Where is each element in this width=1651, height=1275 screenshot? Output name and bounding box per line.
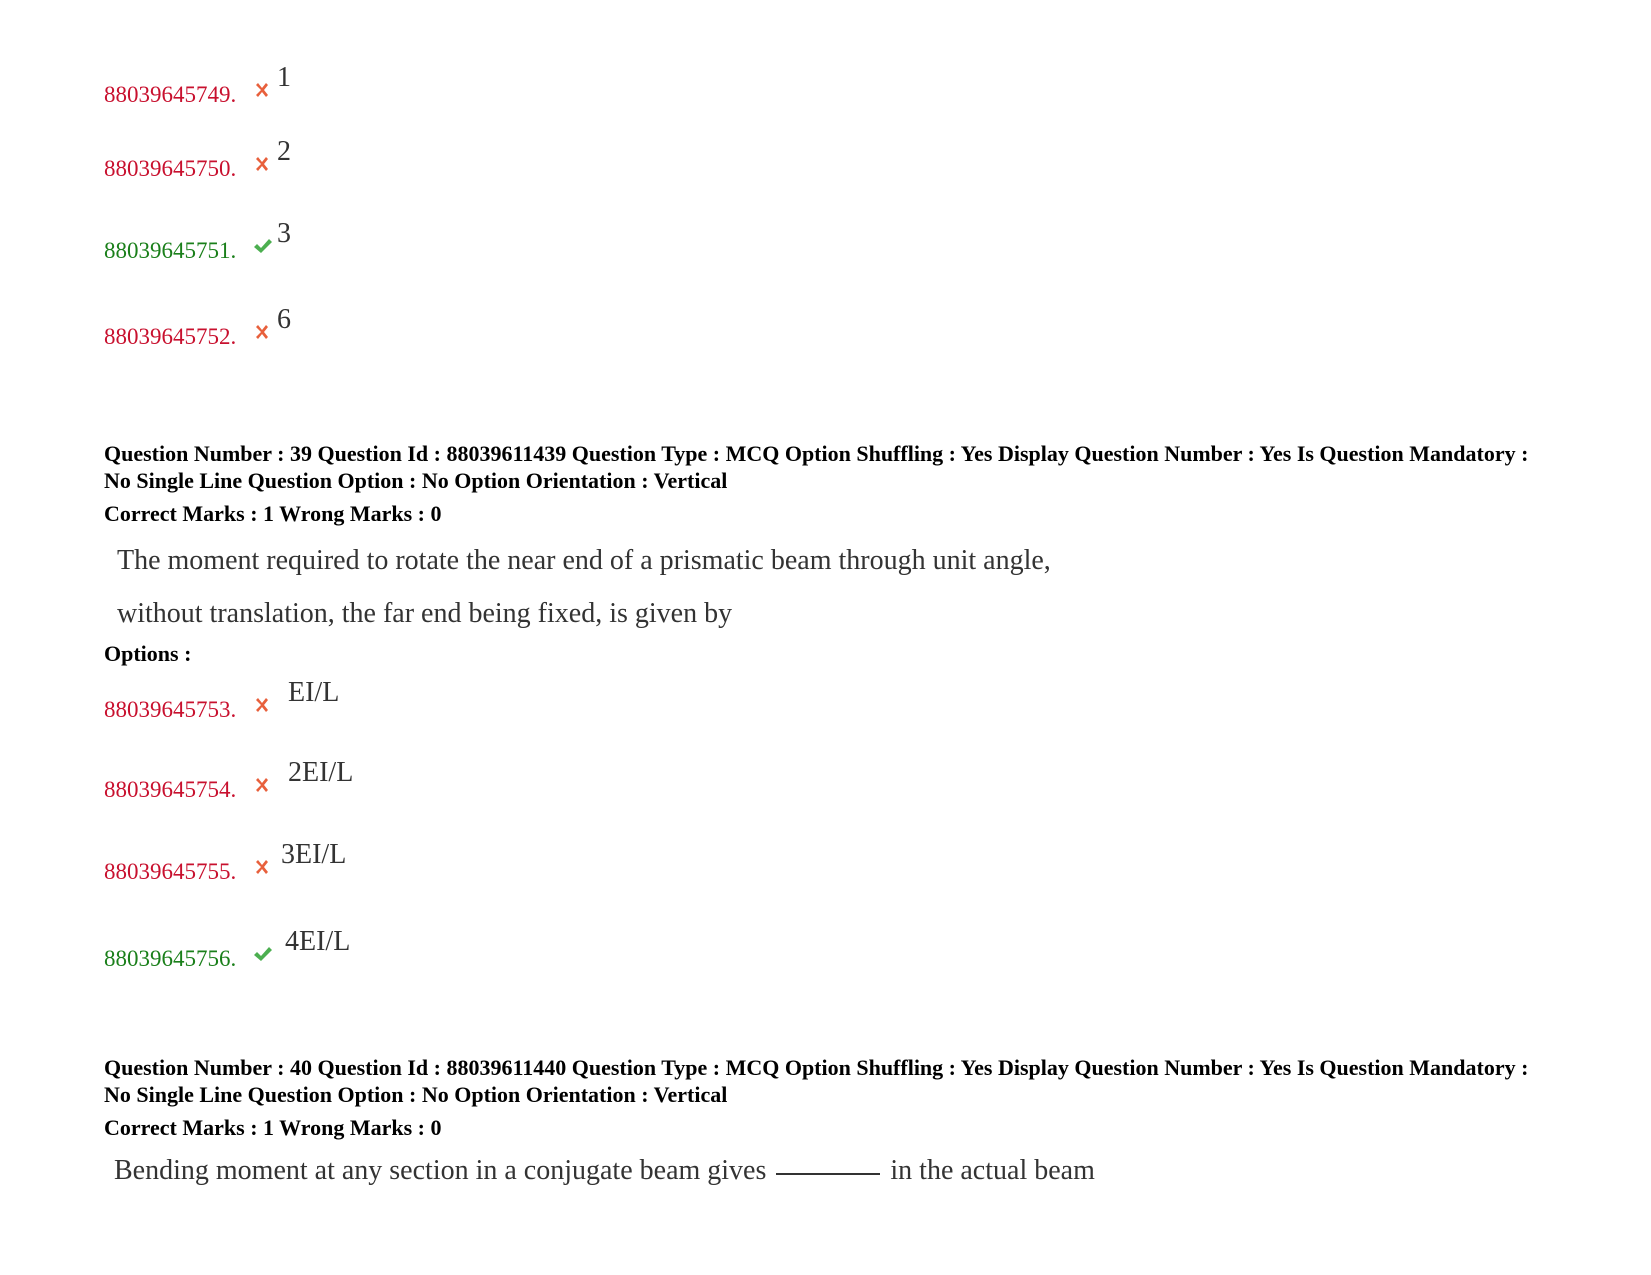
wrong-cross-icon — [252, 322, 272, 342]
option-text: 3EI/L — [281, 839, 347, 870]
question-text-line: without translation, the far end being fixed, is given by — [117, 598, 733, 629]
wrong-cross-icon — [252, 695, 272, 715]
correct-check-icon — [252, 236, 272, 256]
option-text: 2 — [277, 136, 291, 167]
question-text-before: Bending moment at any section in a conjugate beam gives — [114, 1155, 767, 1186]
option-row — [104, 757, 704, 803]
option-row — [104, 926, 704, 972]
wrong-cross-icon — [252, 80, 272, 100]
question-meta: Question Number : 39 Question Id : 88039611439 Question Type : MCQ Option Shuffling : Yes Display Question Number : Yes Is Question Mandatory : No Single Line Question Option : No Option Orientation : Vertical — [104, 441, 1529, 493]
option-id: 88039645752. — [104, 324, 237, 349]
wrong-cross-icon — [252, 775, 272, 795]
option-text: 3 — [277, 218, 291, 249]
question-marks: Correct Marks : 1 Wrong Marks : 0 — [104, 1115, 442, 1140]
option-text: 2EI/L — [288, 757, 354, 788]
option-row — [104, 136, 704, 182]
option-id: 88039645750. — [104, 156, 237, 181]
option-id: 88039645751. — [104, 238, 237, 263]
options-label: Options : — [104, 641, 192, 666]
option-row — [104, 304, 704, 350]
option-text: 6 — [277, 304, 291, 335]
option-row — [104, 218, 704, 264]
wrong-cross-icon — [252, 154, 272, 174]
option-row — [104, 62, 704, 108]
option-text: 1 — [277, 62, 291, 93]
option-text: 4EI/L — [285, 926, 351, 957]
option-row — [104, 839, 704, 885]
question-text-line: The moment required to rotate the near end of a prismatic beam through unit angle, — [117, 545, 1051, 576]
wrong-cross-icon — [252, 857, 272, 877]
question-marks: Correct Marks : 1 Wrong Marks : 0 — [104, 501, 442, 526]
option-id: 88039645754. — [104, 777, 237, 802]
option-id: 88039645756. — [104, 946, 237, 971]
option-text: EI/L — [288, 677, 340, 708]
option-id: 88039645753. — [104, 697, 237, 722]
question-text-after: in the actual beam — [890, 1155, 1095, 1186]
option-row — [104, 677, 704, 723]
correct-check-icon — [252, 944, 272, 964]
question-meta: Question Number : 40 Question Id : 88039611440 Question Type : MCQ Option Shuffling : Yes Display Question Number : Yes Is Question Mandatory : No Single Line Question Option : No Option Orientation : Vertical — [104, 1055, 1529, 1107]
option-id: 88039645749. — [104, 82, 237, 107]
fill-in-blank — [776, 1173, 880, 1175]
question-text — [114, 1155, 1095, 1187]
option-id: 88039645755. — [104, 859, 237, 884]
